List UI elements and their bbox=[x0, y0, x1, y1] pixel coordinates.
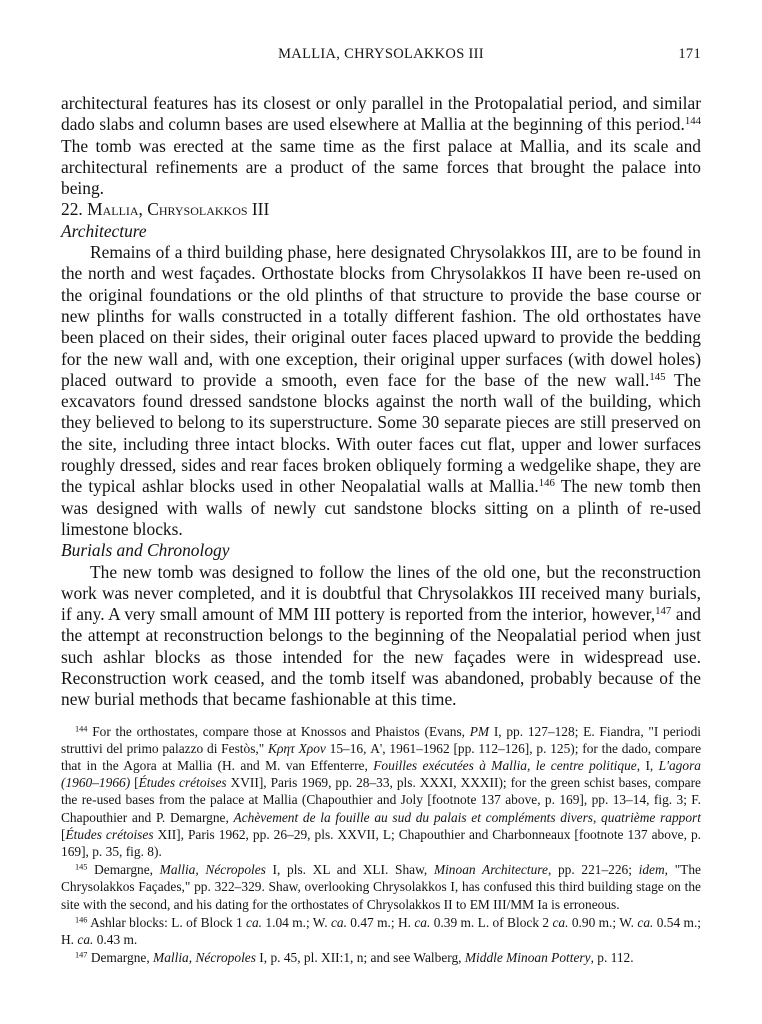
footnote-text: Demargne, bbox=[94, 862, 160, 878]
footnote-italic: ca. bbox=[637, 914, 654, 930]
burials-text-1: The new tomb was designed to follow the lines of the old one, but the reconstruction work was never completed, and it is doubtful that Chrysolakkos III received many burials, if any. A very small amount of MM III pottery is reported from the interior, however, bbox=[61, 561, 701, 625]
footnote-italic: Minoan Architecture bbox=[433, 862, 548, 878]
footnote-ref-144: 144 bbox=[684, 115, 701, 128]
footnote-ref-145: 145 bbox=[649, 370, 666, 383]
footnote-italic: ca. bbox=[246, 914, 263, 930]
footnote-number: 144 bbox=[75, 724, 88, 734]
main-text bbox=[61, 93, 701, 711]
footnote-147 bbox=[61, 949, 701, 966]
footnote-greek-title: Κρητ Χρον bbox=[268, 740, 326, 756]
page bbox=[61, 46, 701, 967]
footnote-italic: PM bbox=[469, 723, 490, 739]
footnote-number: 147 bbox=[75, 950, 88, 960]
footnote-ref-147: 147 bbox=[655, 605, 672, 618]
footnote-text: 0.54 m.; H. bbox=[61, 914, 702, 948]
subhead-burials: Burials and Chronology bbox=[61, 540, 230, 561]
section-number: 22. bbox=[61, 199, 83, 220]
footnote-italic: Achèvement de la fouille au sud du palais et compléments divers, quatrième rapport bbox=[233, 809, 701, 825]
footnote-italic: Mallia, Nécropoles bbox=[153, 950, 256, 966]
footnote-text: I, pp. 127–128; E. Fiandra, "I periodi struttivi del primo palazzo di Festòs," bbox=[61, 723, 701, 756]
intro-text: architectural features has its closest or only parallel in the Protopalatial period, and similar dado slabs and column bases are used elsewhere at Mallia at the beginning of this period. bbox=[61, 93, 701, 135]
architecture-text-1: Remains of a third building phase, here designated Chrysolakkos III, are to be found in the north and west façades. Orthostate blocks from Chrysolakkos II have been re-used on the original foundations or the old plinths of that structure to provide the base course or new plinths for walls constructed in a totally different fashion. The old orthostates have been placed on their sides, their original outer faces placed upward to provide the bedding for the new wall and, with one exception, their original upper surfaces (with dowel holes) placed outward to provide a smooth, even face for the base of the new wall. bbox=[61, 242, 701, 390]
footnote-text: XVII], Paris 1969, pp. 28–33, pls. XXXI, XXXII); for the green schist bases, compare the re-used bases from the palace at Mallia (Chapouthier and Joly [footnote 137 above, p. 169], pp. 13–14, fig. 3; F. Chapouthier and P. Demargne, bbox=[61, 775, 701, 825]
intro-text-2: The tomb was erected at the same time as the first palace at Mallia, and its scale and architectural refinements are a product of the same forces that brought the palace into being. bbox=[61, 135, 701, 199]
footnote-italic: Mallia, Nécropoles bbox=[159, 862, 266, 878]
footnote-ref-146: 146 bbox=[538, 477, 555, 490]
footnote-text: 1.04 m.; W. bbox=[262, 914, 331, 930]
architecture-text-2: The excavators found dressed sandstone blocks against the north wall of the building, which they believed to belong to its superstructure. Some 30 separate pieces are still preserved on the site, including three intact blocks. With outer faces cut flat, upper and lower surfaces roughly dressed, sides and rear faces broken obliquely forming a wedgelike shape, they are the typical ashlar blocks used in other Neopalatial walls at Mallia. bbox=[61, 369, 701, 497]
footnote-text: [ bbox=[61, 826, 66, 842]
footnote-italic: Études crétoises bbox=[138, 775, 227, 791]
architecture-text-3: The new tomb then was designed with walls of newly cut sandstone blocks sitting on a plinth of re-used limestone blocks. bbox=[61, 476, 701, 539]
subhead-architecture: Architecture bbox=[61, 220, 147, 241]
footnote-text: 0.39 m. L. of Block 2 bbox=[430, 914, 553, 930]
running-head: MALLIA, CHRYSOLAKKOS III bbox=[278, 46, 484, 62]
intro-paragraph bbox=[61, 93, 701, 199]
footnote-italic: ca. bbox=[77, 932, 94, 948]
footnote-italic: ca. bbox=[330, 914, 347, 930]
section-title: Mallia, Chrysolakkos III bbox=[87, 199, 270, 220]
footnote-text: , p. 112. bbox=[590, 950, 634, 966]
burials-paragraph bbox=[61, 562, 701, 711]
running-header bbox=[61, 46, 701, 68]
footnote-text: 15–16, A', 1961–1962 [pp. 112–126], p. 125); for the dado, compare that in the Agora at Mallia (H. and M. van Effenterre, bbox=[61, 740, 702, 774]
footnote-text: For the orthostates, compare those at Knossos and Phaistos (Evans, bbox=[92, 723, 470, 739]
footnote-text: [ bbox=[130, 775, 139, 791]
footnote-text: Demargne, bbox=[90, 950, 154, 966]
footnote-text: , "The Chrysolakkos Façades," pp. 322–329. Shaw, overlooking Chrysolakkos I, has confused this third building stage on the site with the second, and his dating for the orthostates of Chrysolakkos II to EM III/MM Ia is erroneous. bbox=[61, 862, 701, 912]
footnote-text: XII], Paris 1962, pp. 26–29, pls. XXVII, L; Chapouthier and Charbonneaux [footnote 137 above, p. 169], p. 35, fig. 8). bbox=[61, 826, 701, 860]
footnote-number: 145 bbox=[75, 862, 88, 872]
footnote-italic: ca. bbox=[414, 914, 431, 930]
burials-text-2: and the attempt at reconstruction belongs to the beginning of the Neopalatial period when just such ashlar blocks as those intended for the new façades were in widespread use. Reconstruction work ceased, and the tomb itself was abandoned, probably because of the new burial methods that became fashionable at this time. bbox=[61, 604, 701, 710]
footnotes bbox=[61, 723, 701, 967]
footnote-144 bbox=[61, 723, 701, 861]
architecture-paragraph bbox=[61, 242, 701, 540]
footnote-italic: Fouilles exécutées à Mallia, le centre politique bbox=[373, 758, 637, 774]
section-heading bbox=[61, 199, 701, 220]
footnote-145 bbox=[61, 861, 701, 913]
footnote-italic: L'agora (1960–1966) bbox=[61, 758, 701, 791]
footnote-italic: ca. bbox=[552, 914, 569, 930]
footnote-text: , I, bbox=[636, 758, 659, 774]
footnote-text: Ashlar blocks: L. of Block 1 bbox=[90, 914, 247, 930]
footnote-italic: idem bbox=[638, 862, 665, 878]
footnote-text: 0.43 m. bbox=[93, 932, 138, 948]
footnote-146 bbox=[61, 914, 701, 948]
footnote-italic: Middle Minoan Pottery bbox=[464, 950, 591, 966]
footnote-text: I, pls. XL and XLI. Shaw, bbox=[265, 862, 434, 878]
footnote-text: I, p. 45, pl. XII:1, n; and see Walberg, bbox=[255, 950, 465, 966]
footnote-text: 0.90 m.; W. bbox=[568, 914, 638, 930]
footnote-number: 146 bbox=[75, 915, 88, 925]
footnote-italic: Études crétoises bbox=[65, 826, 154, 842]
page-number: 171 bbox=[678, 46, 701, 62]
footnote-text: , pp. 221–226; bbox=[547, 862, 639, 878]
footnote-text: 0.47 m.; H. bbox=[346, 914, 415, 930]
